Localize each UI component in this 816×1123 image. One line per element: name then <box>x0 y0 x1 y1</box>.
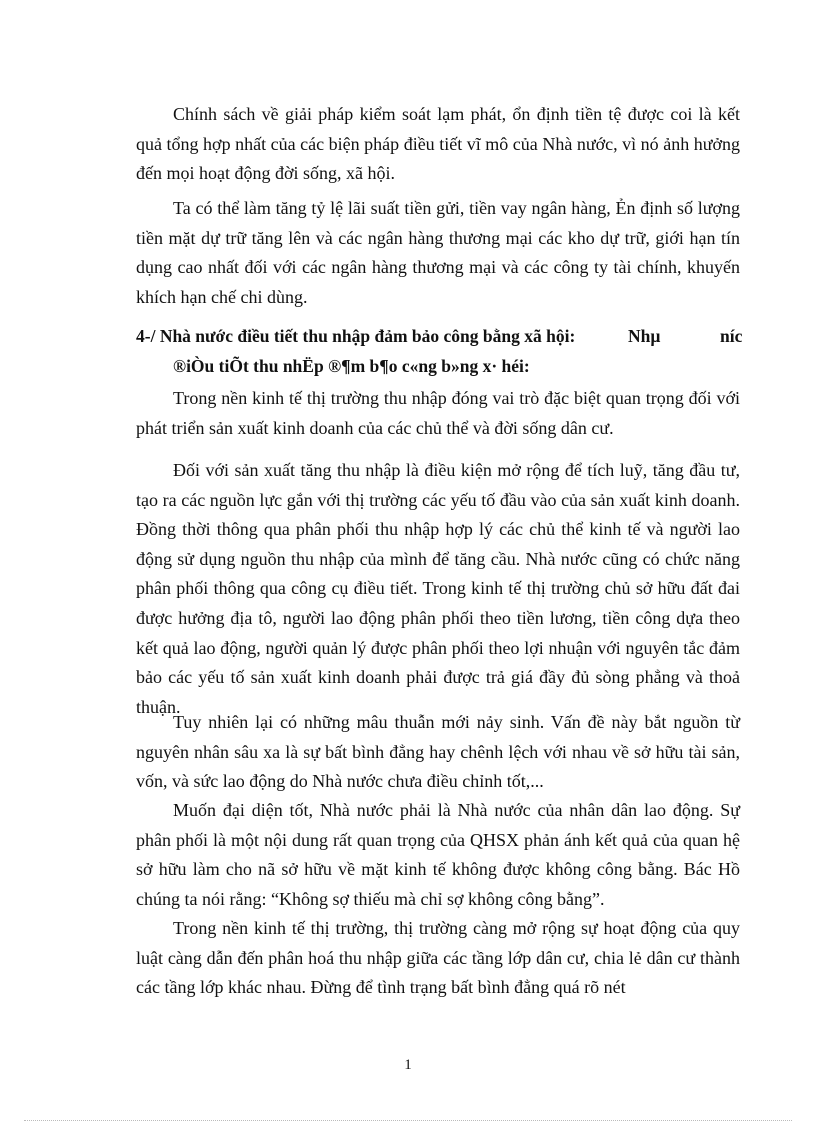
paragraph-income-role: Trong nền kinh tế thị trường thu nhập đóng vai trò đặc biệt quan trọng đối với phát triển sản xuất kinh doanh của các chủ thể và đời sống dân cư. <box>136 388 740 438</box>
section-heading-title: 4-/ Nhà nước điều tiết thu nhập đảm bảo công bằng xã hội: <box>136 326 576 346</box>
section-heading-garbled-a: Nhµ <box>628 326 661 346</box>
paragraph-production-income: Đối với sản xuất tăng thu nhập là điều kiện mở rộng để tích luỹ, tăng đầu tư, tạo ra các nguồn lực gắn với thị trường các yếu tố đầu vào của sản xuất kinh doanh. Đồng thời thông qua phân phối thu nhập hợp lý các chủ thể kinh tế và người lao động sử dụng nguồn thu nhập của mình để tăng cầu. Nhà nước cũng có chức năng phân phối thông qua công cụ điều tiết. Trong kinh tế thị trường chủ sở hữu đất đai được hưởng địa tô, người lao động phân phối theo tiền lương, tiền công dựa theo kết quả lao động, người quản lý được phân phối theo lợi nhuận với nguyên tắc đảm bảo các yếu tố sản xuất kinh doanh phải được trả giá đầy đủ sòng phẳng và thoả thuận. <box>136 460 740 717</box>
paragraph-state-representation: Muốn đại diện tốt, Nhà nước phải là Nhà nước của nhân dân lao động. Sự phân phối là một nội dung rất quan trọng của QHSX phản ánh kết quả của quan hệ sở hữu làm cho nã sở hữu về mặt kinh tế không được không công bằng. Bác Hồ chúng ta nói rằng: “Không sợ thiếu mà chỉ sợ không công bằng”. <box>136 800 740 909</box>
section-heading-garbled-b: níc <box>720 326 743 346</box>
paragraph-inflation-policy: Chính sách về giải pháp kiểm soát lạm phát, ổn định tiền tệ được coi là kết quả tổng hợp nhất của các biện pháp điều tiết vĩ mô của Nhà nước, vì nó ảnh hưởng đến mọi hoạt động đời sống, xã hội. <box>136 104 740 184</box>
section-heading <box>136 322 756 376</box>
paragraph-contradictions: Tuy nhiên lại có những mâu thuẫn mới nảy sinh. Vấn đề này bắt nguồn từ nguyên nhân sâu xa là sự bất bình đẳng hay chênh lệch với nhau về sở hữu tài sản, vốn, và sức lao động do Nhà nước chưa điều chỉnh tốt,... <box>136 712 740 792</box>
paragraph-interest-rates: Ta có thể làm tăng tỷ lệ lãi suất tiền gửi, tiền vay ngân hàng, Ẻn định số lượng tiền mặt dự trữ tăng lên và các ngân hàng thương mại các kho dự trữ, giới hạn tín dụng cao nhất đối với các ngân hàng thương mại và các công ty tài chính, khuyến khích hạn chế chi dùng. <box>136 198 740 307</box>
section-heading-garbled-line2: ®iÒu tiÕt thu nhËp ®¶m b¶o c«ng b»ng x· héi: <box>173 356 530 376</box>
page-number: 1 <box>404 1057 412 1073</box>
footer-divider <box>24 1120 792 1121</box>
paragraph-market-economy: Trong nền kinh tế thị trường, thị trường càng mở rộng sự hoạt động của quy luật càng dẫn đến phân hoá thu nhập giữa các tầng lớp dân cư, chia lẻ dân cư thành các tầng lớp khác nhau. Đừng để tình trạng bất bình đẳng quá rõ nét <box>136 918 740 998</box>
